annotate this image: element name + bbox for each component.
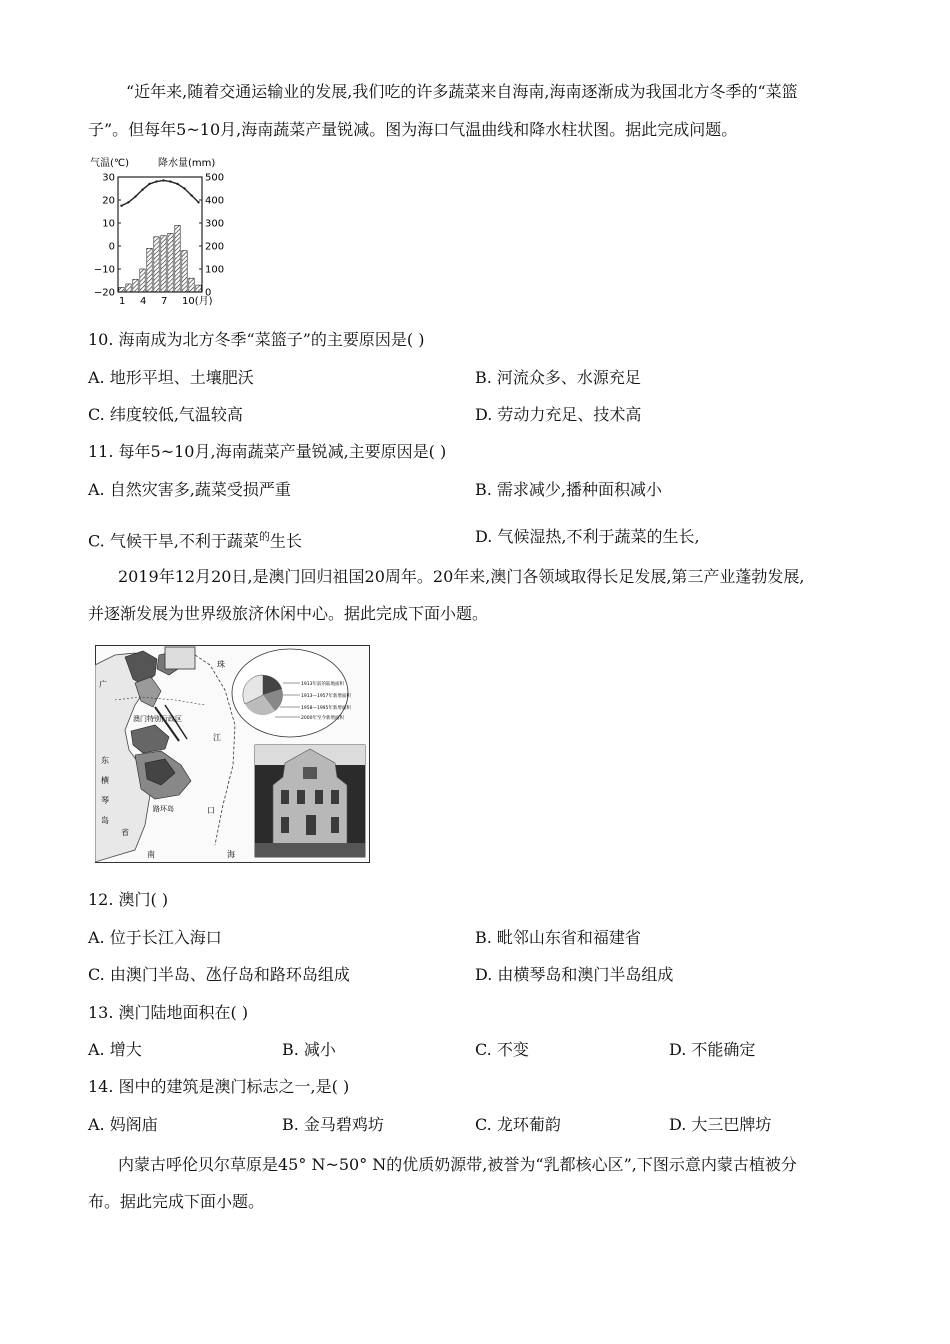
q10-option-c[interactable]: C. 纬度较低,气温较高 — [88, 405, 243, 424]
q11-option-c[interactable] — [88, 527, 302, 551]
precip-bar — [119, 287, 124, 292]
passage2-line2: 并逐渐发展为世界级旅济休闲中心。据此完成下面小题。 — [88, 604, 489, 623]
q11-option-b[interactable]: B. 需求减少,播种面积减小 — [475, 480, 663, 499]
legend-1958-1995: 1958—1995年新增面积 — [301, 706, 351, 711]
temp-point — [197, 201, 199, 203]
map-label-sar: 澳门特别行政区 — [133, 715, 182, 723]
temp-point — [148, 183, 150, 185]
precip-bar — [175, 225, 180, 292]
legend-1913-1957: 1913—1957年新增面积 — [301, 694, 351, 699]
precip-bar — [161, 236, 166, 292]
q12-option-d[interactable]: D. 由横琴岛和澳门半岛组成 — [475, 965, 674, 984]
map-label-zhu: 珠 — [217, 660, 225, 669]
precip-bar — [182, 251, 187, 292]
left-tick-label: −20 — [93, 287, 115, 299]
temp-point — [127, 201, 129, 203]
q10-option-b[interactable]: B. 河流众多、水源充足 — [475, 368, 641, 387]
right-tick-label: 300 — [205, 218, 225, 230]
temp-point — [134, 195, 136, 197]
map-label-sheng: 省 — [121, 828, 129, 837]
q11-option-c-text2: 生长 — [269, 531, 302, 551]
q11-stem: 11. 每年5~10月,海南蔬菜产量锐减,主要原因是( ) — [88, 442, 447, 461]
right-tick-label: 200 — [205, 241, 225, 253]
precip-bar — [147, 248, 152, 292]
left-tick-label: −10 — [93, 264, 115, 276]
q12-option-a[interactable]: A. 位于长江入海口 — [88, 928, 222, 947]
q12-stem: 12. 澳门( ) — [88, 890, 169, 909]
q11-option-d[interactable]: D. 气候湿热,不利于蔬菜的生长, — [475, 527, 700, 546]
macau-map-svg — [95, 645, 370, 863]
map-label-kou: 口 — [207, 806, 215, 815]
left-tick-label: 20 — [102, 195, 115, 207]
left-tick-label: 0 — [108, 241, 115, 253]
q13-option-b[interactable]: B. 减小 — [282, 1040, 336, 1059]
map-label-nan: 南 — [147, 850, 155, 859]
q14-stem: 14. 图中的建筑是澳门标志之一,是( ) — [88, 1077, 350, 1096]
q11-option-c-text: C. 气候干旱,不利于蔬菜 — [88, 531, 259, 551]
climate-chart — [88, 155, 238, 310]
q13-option-c[interactable]: C. 不变 — [475, 1040, 529, 1059]
precip-bar — [126, 284, 131, 292]
q10-option-d[interactable]: D. 劳动力充足、技术高 — [475, 405, 642, 424]
map-label-guang: 广 — [99, 680, 107, 689]
map-label-jiang: 江 — [213, 733, 221, 742]
map-label-qin: 琴 — [101, 796, 109, 805]
temperature-curve — [122, 180, 199, 205]
map-label-heng: 横 — [101, 776, 109, 785]
q11-option-c-sup: 的 — [258, 530, 270, 543]
right-tick-label: 100 — [205, 264, 225, 276]
q12-option-b[interactable]: B. 毗邻山东省和福建省 — [475, 928, 641, 947]
passage1-line2: 子”。但每年5~10月,海南蔬菜产量锐减。图为海口气温曲线和降水柱状图。据此完成问题。 — [88, 120, 738, 139]
ylabel-right: 降水量(mm) — [158, 158, 216, 169]
legend-1913: 1913年前的陆地面积 — [301, 682, 344, 687]
map-label-dao: 岛 — [101, 816, 109, 825]
temp-point — [141, 188, 143, 190]
q13-stem: 13. 澳门陆地面积在( ) — [88, 1003, 249, 1022]
precip-bar — [196, 285, 201, 292]
temp-point — [155, 180, 157, 182]
q14-option-c[interactable]: C. 龙环葡韵 — [475, 1115, 561, 1134]
x-tick-label: 4 — [140, 296, 147, 307]
ylabel-left: 气温(℃) — [90, 158, 130, 169]
q12-option-c[interactable]: C. 由澳门半岛、氹仔岛和路环岛组成 — [88, 965, 350, 984]
q14-option-d[interactable]: D. 大三巴牌坊 — [669, 1115, 772, 1134]
q10-option-a[interactable]: A. 地形平坦、土壤肥沃 — [88, 368, 254, 387]
climate-chart-svg — [88, 155, 238, 310]
temp-point — [120, 205, 122, 207]
left-tick-label: 30 — [102, 172, 115, 184]
right-tick-label: 400 — [205, 195, 225, 207]
passage3-line2: 布。据此完成下面小题。 — [88, 1192, 265, 1211]
map-label-luhuan: 路环岛 — [153, 805, 174, 813]
temp-point — [176, 183, 178, 185]
passage1-line1: “近年来,随着交通运输业的发展,我们吃的许多蔬菜来自海南,海南逐渐成为我国北方冬季的“菜篮 — [126, 82, 798, 101]
precip-bar — [140, 269, 145, 292]
area-pie-chart — [243, 675, 283, 715]
right-tick-label: 0 — [205, 287, 212, 299]
temp-point — [190, 194, 192, 196]
map-label-dong: 东 — [101, 756, 109, 765]
q14-option-a[interactable]: A. 妈阁庙 — [88, 1115, 158, 1134]
x-tick-label: 1 — [119, 296, 126, 307]
left-tick-label: 10 — [102, 218, 115, 230]
right-tick-label: 500 — [205, 172, 225, 184]
precip-bar — [168, 233, 173, 292]
x-tick-label: 10(月) — [182, 296, 213, 307]
q13-option-d[interactable]: D. 不能确定 — [669, 1040, 756, 1059]
precip-bar — [189, 278, 194, 292]
map-label-hai: 海 — [227, 850, 235, 859]
temp-point — [183, 187, 185, 189]
q11-option-a[interactable]: A. 自然灾害多,蔬菜受损严重 — [88, 480, 291, 499]
precip-bar — [133, 279, 138, 292]
macau-map-figure — [95, 645, 370, 863]
q13-option-a[interactable]: A. 增大 — [88, 1040, 142, 1059]
temp-point — [169, 180, 171, 182]
precip-bar — [154, 237, 159, 292]
legend-2000: 2000年至今新增面积 — [301, 716, 344, 721]
passage2-line1: 2019年12月20日,是澳门回归祖国20周年。20年来,澳门各领域取得长足发展,第三产业蓬勃发展, — [118, 567, 805, 586]
ruins-photo — [255, 745, 365, 857]
q10-stem: 10. 海南成为北方冬季“菜篮子”的主要原因是( ) — [88, 330, 425, 349]
q14-option-b[interactable]: B. 金马碧鸡坊 — [282, 1115, 384, 1134]
x-tick-label: 7 — [161, 296, 168, 307]
passage3-line1: 内蒙古呼伦贝尔草原是45° N~50° N的优质奶源带,被誉为“乳都核心区”,下图示意内蒙古植被分 — [118, 1155, 797, 1174]
temp-point — [162, 179, 164, 181]
